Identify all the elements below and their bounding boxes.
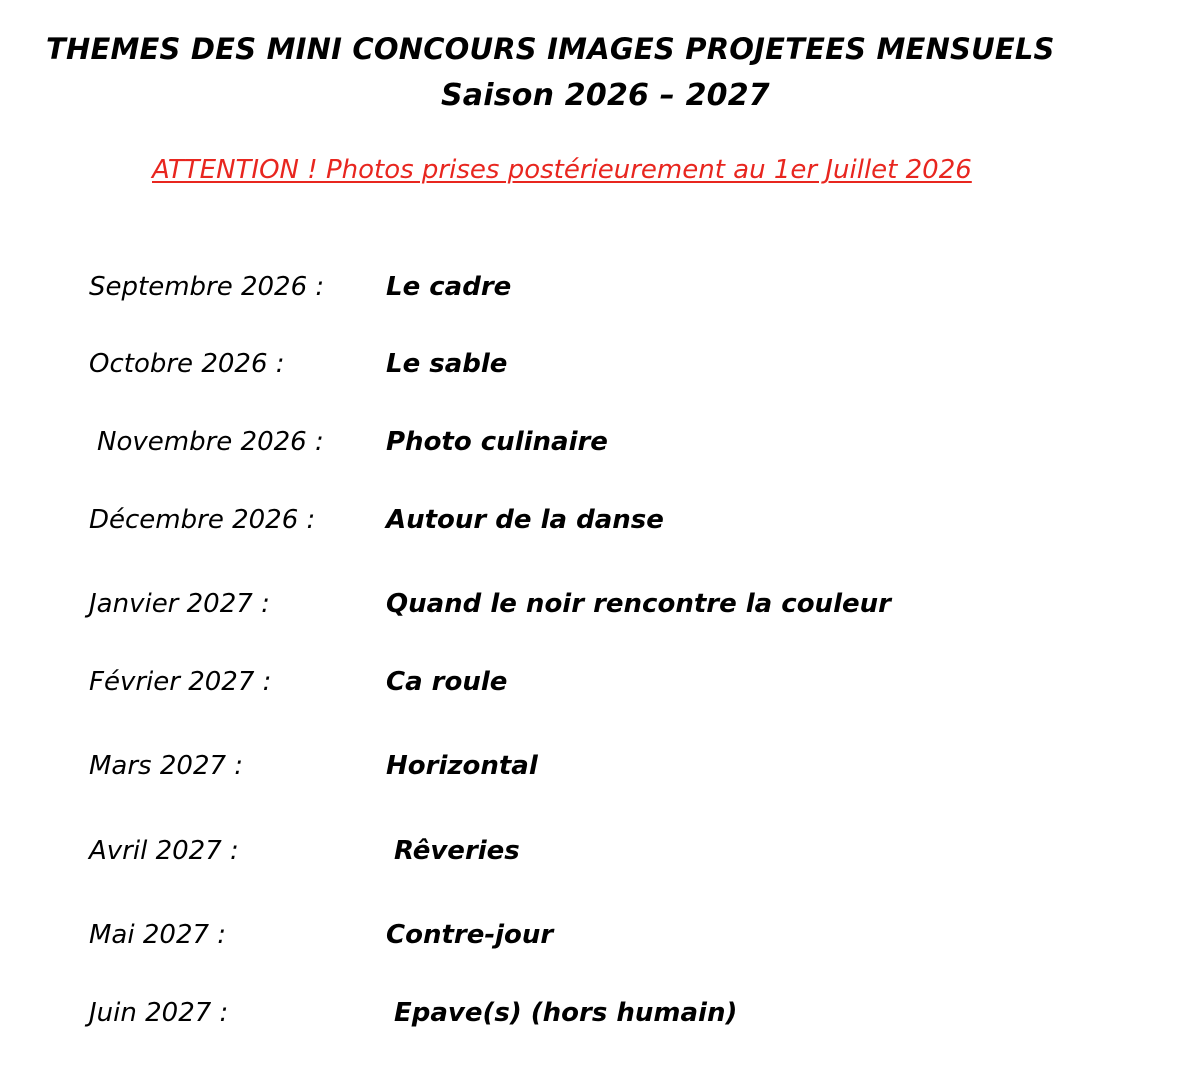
schedule-row [0, 589, 1200, 629]
schedule-month: Avril 2027 : [89, 836, 239, 866]
schedule-row [0, 505, 1200, 545]
schedule-theme: Autour de la danse [386, 505, 664, 535]
schedule-month: Janvier 2027 : [89, 589, 270, 619]
schedule-row [0, 667, 1200, 707]
schedule-month: Juin 2027 : [89, 998, 229, 1028]
schedule-month: Mai 2027 : [89, 920, 227, 950]
schedule-theme: Contre-jour [386, 920, 554, 950]
document-title: THEMES DES MINI CONCOURS IMAGES PROJETEES MENSUELS [46, 32, 1055, 66]
schedule-theme: Epave(s) (hors humain) [394, 998, 738, 1028]
season-subtitle: Saison 2026 – 2027 [441, 78, 770, 113]
schedule-month: Mars 2027 : [89, 751, 244, 781]
schedule-month: Septembre 2026 : [89, 272, 325, 302]
schedule-theme: Le cadre [386, 272, 512, 302]
schedule-month: Février 2027 : [89, 667, 272, 697]
schedule-month: Octobre 2026 : [89, 349, 285, 379]
schedule-theme: Ca roule [386, 667, 508, 697]
schedule-row [0, 272, 1200, 312]
schedule-row [0, 427, 1200, 467]
schedule-row [0, 751, 1200, 791]
schedule-theme: Rêveries [394, 836, 520, 866]
schedule-row [0, 349, 1200, 389]
schedule-row [0, 920, 1200, 960]
schedule-theme: Photo culinaire [386, 427, 608, 457]
schedule-month: Novembre 2026 : [97, 427, 324, 457]
schedule-month: Décembre 2026 : [89, 505, 316, 535]
schedule-theme: Le sable [386, 349, 508, 379]
schedule-theme: Horizontal [386, 751, 538, 781]
schedule-row [0, 836, 1200, 876]
schedule-theme: Quand le noir rencontre la couleur [386, 589, 891, 619]
warning-notice: ATTENTION ! Photos prises postérieurement au 1er Juillet 2026 [152, 155, 972, 185]
schedule-row [0, 998, 1200, 1038]
